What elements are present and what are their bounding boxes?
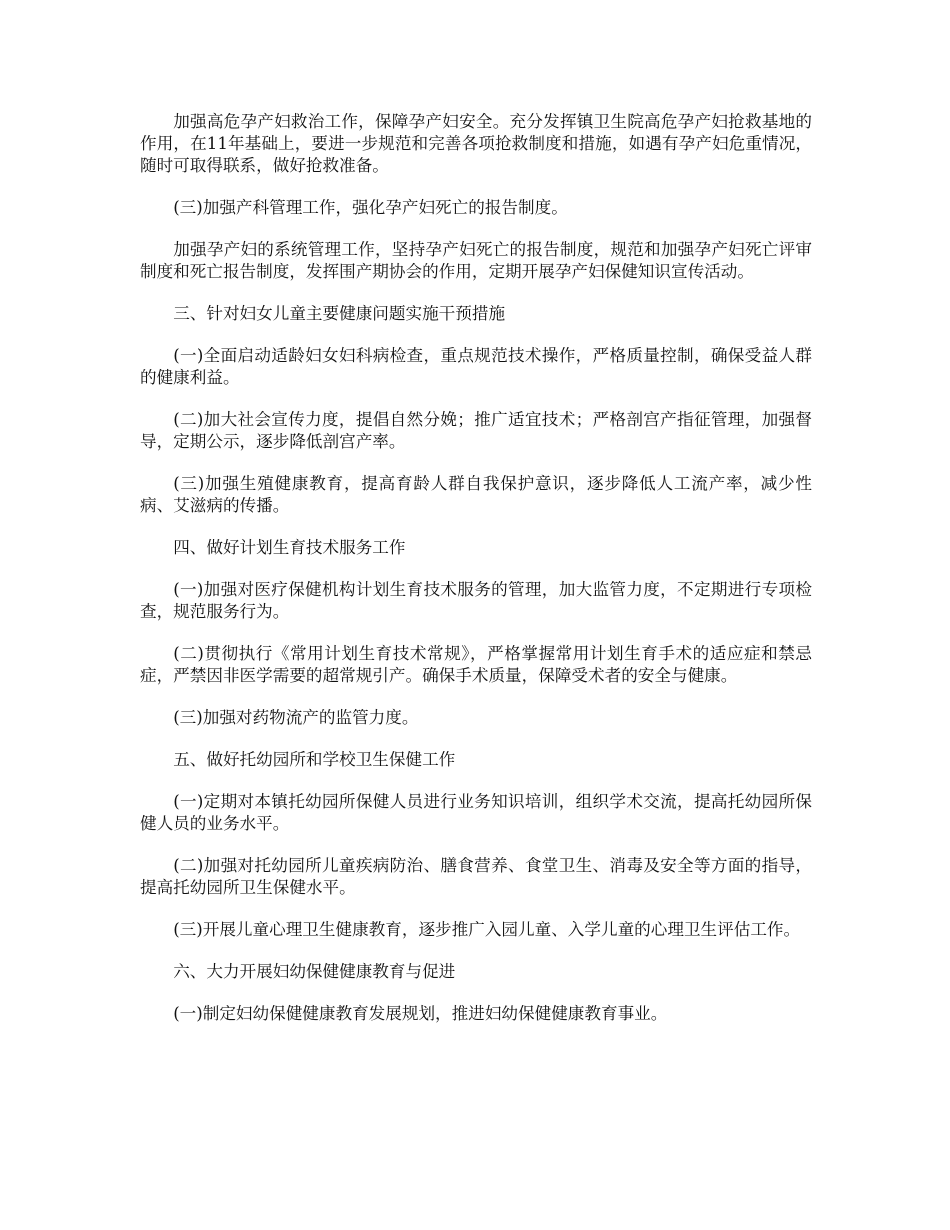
paragraph-mental-health: (三)开展儿童心理卫生健康教育，逐步推广入园儿童、入学儿童的心理卫生评估工作。 xyxy=(173,920,801,939)
section-heading-5: 五、做好托幼园所和学校卫生保健工作 xyxy=(173,750,456,769)
paragraph-standards: (二)贯彻执行《常用计划生育技术常规》，严格掌握常用计划生育手术的适应症和禁忌症，严禁因非医学需要的超常规引产。确保手术质量，保障受术者的安全与健康。 xyxy=(140,644,812,685)
paragraph-drug-abortion: (三)加强对药物流产的监管力度。 xyxy=(173,708,419,727)
section-heading-3: 三、针对妇女儿童主要健康问题实施干预措施 xyxy=(173,304,506,323)
paragraph-gynecology-check: (一)全面启动适龄妇女妇科病检查，重点规范技术操作，严格质量控制，确保受益人群的健康利益。 xyxy=(140,346,812,387)
paragraph-technical-services: (一)加强对医疗保健机构计划生育技术服务的管理，加大监管力度，不定期进行专项检查，规范服务行为。 xyxy=(140,580,812,621)
paragraph-system-management: 加强孕产妇的系统管理工作，坚持孕产妇死亡的报告制度，规范和加强孕产妇死亡评审制度和死亡报告制度，发挥围产期协会的作用，定期开展孕产妇保健知识宣传活动。 xyxy=(140,240,812,281)
section-heading-4: 四、做好计划生育技术服务工作 xyxy=(173,538,406,557)
paragraph-reproductive-health: (三)加强生殖健康教育，提高育龄人群自我保护意识，逐步降低人工流产率，减少性病、艾滋病的传播。 xyxy=(140,474,812,515)
paragraph-education-plan: (一)制定妇幼保健健康教育发展规划，推进妇幼保健健康教育事业。 xyxy=(173,1004,668,1023)
paragraph-rescue-work: 加强高危孕产妇救治工作，保障孕产妇安全。充分发挥镇卫生院高危孕产妇抢救基地的作用，在11年基础上，要进一步规范和完善各项抢救制度和措施，如遇有孕产妇危重情况，随时可取得联系，做好抢救准备。 xyxy=(140,112,812,175)
document-body xyxy=(140,111,812,1045)
paragraph-staff-training: (一)定期对本镇托幼园所保健人员进行业务知识培训，组织学术交流，提高托幼园所保健人员的业务水平。 xyxy=(140,792,812,833)
section-heading-6: 六、大力开展妇幼保健健康教育与促进 xyxy=(173,962,456,981)
paragraph-natural-birth: (二)加大社会宣传力度，提倡自然分娩；推广适宜技术；严格剖宫产指征管理，加强督导，定期公示，逐步降低剖宫产率。 xyxy=(140,410,812,451)
paragraph-disease-prevention: (二)加强对托幼园所儿童疾病防治、膳食营养、食堂卫生、消毒及安全等方面的指导，提高托幼园所卫生保健水平。 xyxy=(140,856,812,897)
paragraph-obstetrics-heading: (三)加强产科管理工作，强化孕产妇死亡的报告制度。 xyxy=(173,198,568,217)
